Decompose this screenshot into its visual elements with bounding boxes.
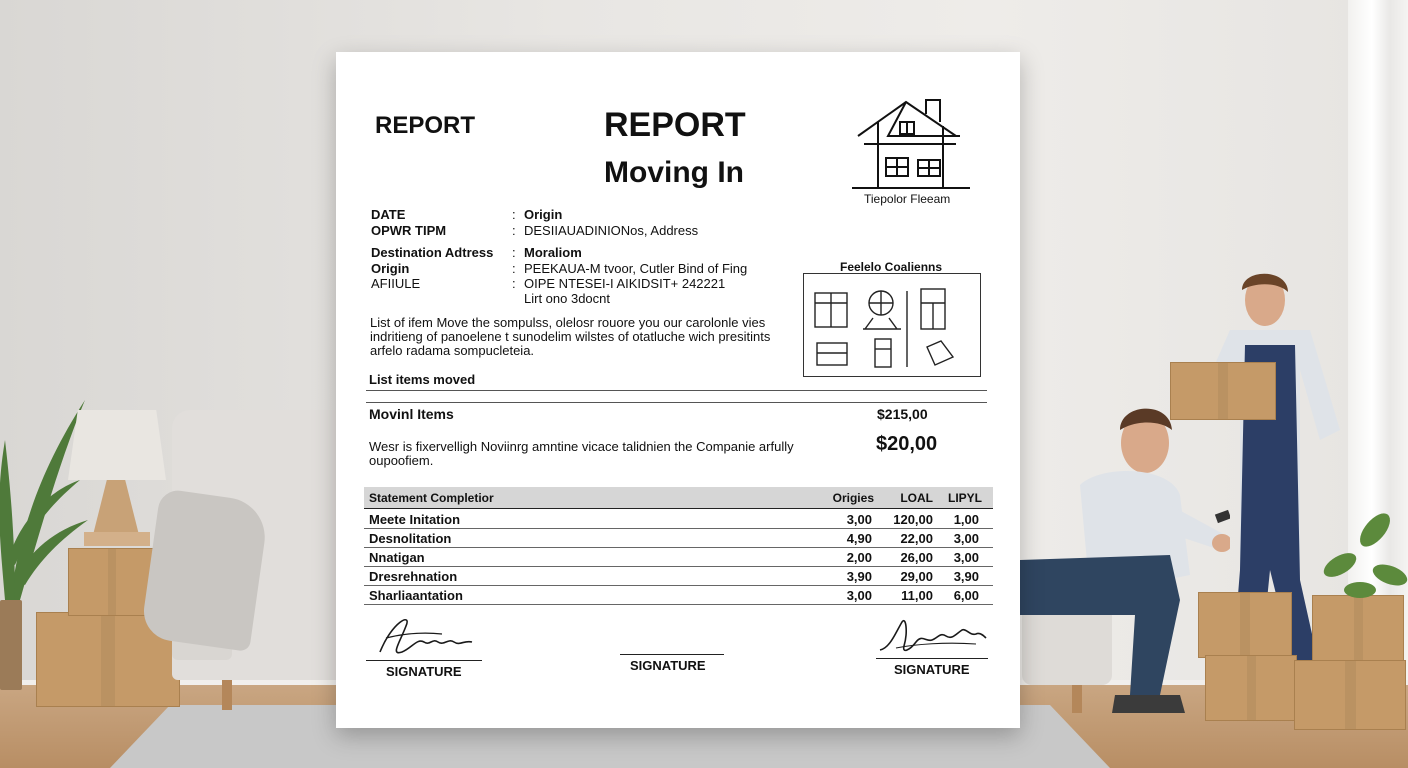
house-logo-icon <box>848 96 972 190</box>
field-colon: : <box>512 207 516 222</box>
row-value: 3,90 <box>953 569 979 584</box>
moving-box <box>1205 655 1297 721</box>
signature-label: SIGNATURE <box>630 658 706 673</box>
signature-line <box>620 654 724 655</box>
row-label: Desnolitation <box>369 531 452 546</box>
report-title: REPORT <box>604 106 746 144</box>
description-paragraph: List of ifem Move the sompulss, olelosr rouore you our carolonle vies indritieng of panoelene t sunodelim wilstes of otatluche wich presitints arfelo radama sompucleteia. <box>370 315 771 358</box>
row-value: 3,00 <box>953 531 979 546</box>
signature-line <box>366 660 482 661</box>
report-document <box>336 52 1020 728</box>
row-value: 11,00 <box>901 588 933 603</box>
row-value: 2,00 <box>846 550 872 565</box>
table-header-cell: LIPYL <box>947 491 982 505</box>
row-value: 26,00 <box>900 550 933 565</box>
moving-box <box>68 548 156 616</box>
signature-label: SIGNATURE <box>894 662 970 677</box>
table-header-cell: Origies <box>832 491 874 505</box>
field-value: Origin <box>524 207 563 222</box>
row-value: 1,00 <box>953 512 979 527</box>
divider <box>366 390 987 391</box>
handwritten-signature-left <box>372 612 482 660</box>
furniture-illustration <box>803 273 981 377</box>
carried-box <box>1170 362 1276 420</box>
plant-basket-left <box>0 600 22 690</box>
field-value: Moraliom <box>524 245 582 260</box>
field-value: DESIIAUADINIONos, Address <box>524 223 699 238</box>
field-value: Lirt ono 3docnt <box>524 291 611 306</box>
row-value: 3,00 <box>846 588 872 603</box>
row-value: 29,00 <box>900 569 933 584</box>
field-colon: : <box>512 245 516 260</box>
row-label: Sharliaantation <box>369 588 463 603</box>
chair-leg <box>222 680 232 710</box>
field-label: Destination Adtress <box>371 245 494 260</box>
row-label: Meete Initation <box>369 512 461 527</box>
row-value: 22,00 <box>900 531 933 546</box>
row-value: 3,90 <box>846 569 872 584</box>
moving-box <box>1198 592 1292 658</box>
table-rule <box>364 508 993 509</box>
potted-plant-right <box>1320 495 1408 605</box>
field-value: PEEKAUA-M tvoor, Cutler Bind of Fing <box>524 261 748 276</box>
moving-box <box>1312 595 1404 665</box>
field-value: OIPE NTESEI-I AIKIDSIT+ 242221 <box>524 276 726 291</box>
field-label: AFIIULE <box>371 276 421 291</box>
row-value: 3,00 <box>953 550 979 565</box>
moving-items-amount: $215,00 <box>877 406 928 422</box>
lamp-foot <box>84 532 150 546</box>
signature-line <box>876 658 988 659</box>
row-label: Dresrehnation <box>369 569 458 584</box>
table-rule <box>364 566 993 567</box>
divider <box>366 402 987 403</box>
note-amount: $20,00 <box>876 433 938 455</box>
moving-box <box>1294 660 1406 730</box>
row-value: 4,90 <box>846 531 872 546</box>
field-colon: : <box>512 276 516 291</box>
field-label: DATE <box>371 207 406 222</box>
row-value: 6,00 <box>953 588 979 603</box>
logo-caption: Tiepolor Fleeam <box>864 192 951 206</box>
blanket <box>140 488 270 652</box>
table-header-cell: LOAL <box>900 491 933 505</box>
row-value: 120,00 <box>893 512 933 527</box>
note-paragraph: Wesr is fixervelligh Noviinrg amntine vicace talidnien the Companie arfully oupoofiem. <box>369 439 794 468</box>
table-rule <box>364 585 993 586</box>
report-subtitle: Moving In <box>604 156 744 189</box>
field-label: Origin <box>371 261 410 276</box>
section-heading: List items moved <box>369 372 476 387</box>
table-header-cell: Statement Completior <box>369 491 494 505</box>
field-label: OPWR TIPM <box>371 223 447 238</box>
table-rule <box>364 604 993 605</box>
row-label: Nnatigan <box>369 550 425 565</box>
field-colon: : <box>512 261 516 276</box>
table-rule <box>364 528 993 529</box>
signature-label: SIGNATURE <box>386 664 462 679</box>
field-colon: : <box>512 223 516 238</box>
report-header-left: REPORT <box>375 112 476 139</box>
illustration-title: Feelelo Coalienns <box>840 260 943 274</box>
handwritten-signature-right <box>876 612 988 662</box>
lamp-shade <box>68 410 166 480</box>
moving-items-label: Movinl Items <box>369 406 454 422</box>
table-rule <box>364 547 993 548</box>
row-value: 3,00 <box>846 512 872 527</box>
